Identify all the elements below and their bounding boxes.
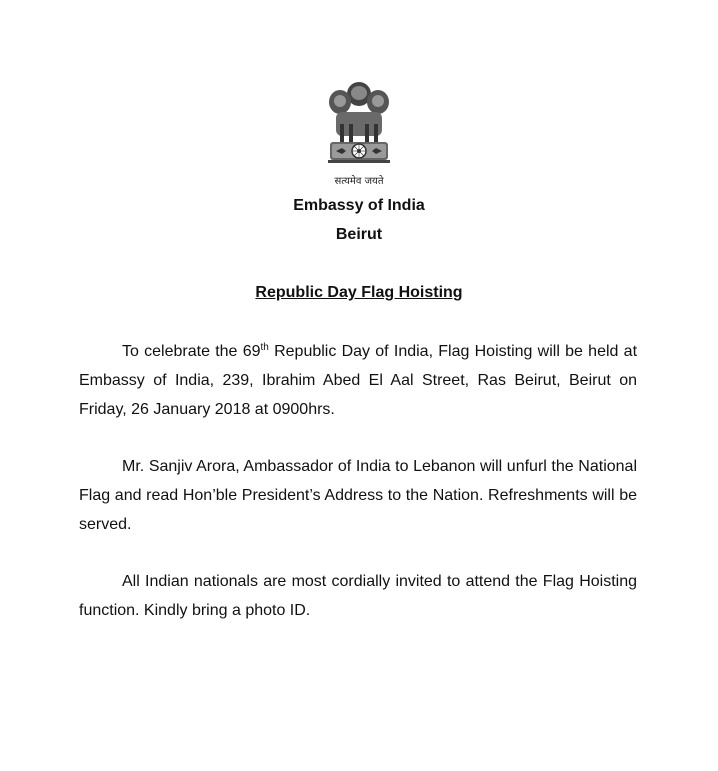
paragraph-event-details [79,337,637,424]
paragraph-text: To celebrate the 69 [122,343,261,360]
paragraph-text: Republic Day of India, Flag Hoisting will be held at Embassy of India, 239, Ibrahim Abed El Aal Street, Ras Beirut, Beirut on Friday, 26 January 2018 at 0900hrs. [79,343,638,418]
ordinal-suffix: th [260,342,269,353]
paragraph-ambassador: Mr. Sanjiv Arora, Ambassador of India to Lebanon will unfurl the National Flag and read Hon’ble President’s Address to the Nation. Refreshments will be served. [79,458,637,533]
organization-city: Beirut [335,226,383,243]
organization-name: Embassy of India [293,197,425,214]
lion-capital-icon [322,78,396,172]
paragraph-invitation: All Indian nationals are most cordially invited to attend the Flag Hoisting function. Kindly bring a photo ID. [79,573,637,619]
notice-title: Republic Day Flag Hoisting [255,284,463,301]
emblem-motto: सत्यमेव जयते [334,176,384,187]
national-emblem-icon [322,78,396,172]
